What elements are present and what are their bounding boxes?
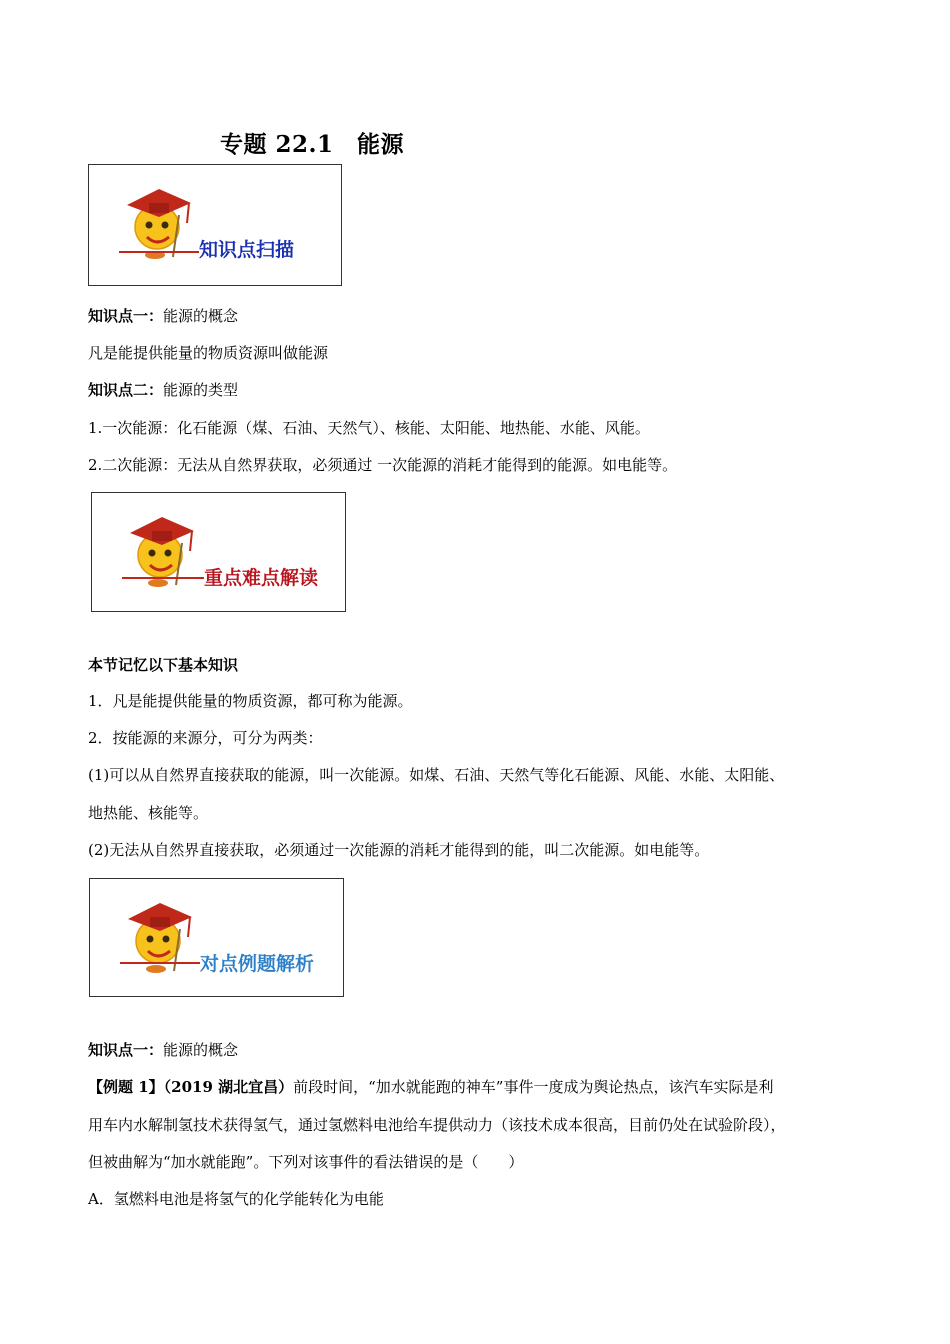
example-question-continuation: 但被曲解为“加水就能跑”。下列对该事件的看法错误的是（ ）: [88, 1153, 524, 1171]
list-item: (1)可以从自然界直接获取的能源，叫一次能源。如煤、石油、天然气等化石能源、风能、水能、太阳能、: [88, 766, 785, 784]
banner-example-analysis: [89, 878, 344, 997]
list-item-continuation: 地热能、核能等。: [88, 804, 209, 822]
banner-knowledge-scan: [88, 164, 342, 286]
list-item: 2．按能源的来源分，可分为两类：: [88, 729, 323, 747]
example-question-continuation: 用车内水解制氢技术获得氢气，通过氢燃料电池给车提供动力（该技术成本很高，目前仍处在试验阶段），: [88, 1116, 786, 1134]
banner-key-points: [91, 492, 346, 612]
list-item: 1．凡是能提供能量的物质资源，都可称为能源。: [88, 692, 413, 710]
banner-label: 知识点扫描: [199, 239, 295, 261]
banner-label: 对点例题解析: [200, 953, 315, 975]
example-question: 【例题 1】（2019 湖北宜昌）前段时间，“加水就能跑的神车”事件一度成为舆论热点，该汽车实际是利: [88, 1078, 774, 1096]
graduate-mascot-icon: [113, 175, 193, 270]
knowledge-point-2: 知识点二：能源的类型: [88, 381, 239, 399]
page-title: 专题 22.1 能源: [220, 131, 405, 158]
banner-label: 重点难点解读: [204, 567, 319, 589]
list-item: 1.一次能源：化石能源（煤、石油、天然气）、核能、太阳能、地热能、水能、风能。: [88, 419, 650, 437]
knowledge-point-1: 知识点一：能源的概念: [88, 1041, 239, 1059]
list-item: (2)无法从自然界直接获取，必须通过一次能源的消耗才能得到的能，叫二次能源。如电能等。: [88, 841, 710, 859]
answer-option-a: A．氢燃料电池是将氢气的化学能转化为电能: [88, 1190, 384, 1208]
knowledge-point-1: 知识点一：能源的概念: [88, 307, 239, 325]
graduate-mascot-icon: [116, 503, 196, 598]
section-heading: 本节记忆以下基本知识: [88, 656, 239, 674]
paragraph: 凡是能提供能量的物质资源叫做能源: [88, 344, 329, 362]
list-item: 2.二次能源：无法从自然界获取，必须通过 一次能源的消耗才能得到的能源。如电能等。: [88, 456, 678, 474]
graduate-mascot-icon: [114, 889, 194, 984]
